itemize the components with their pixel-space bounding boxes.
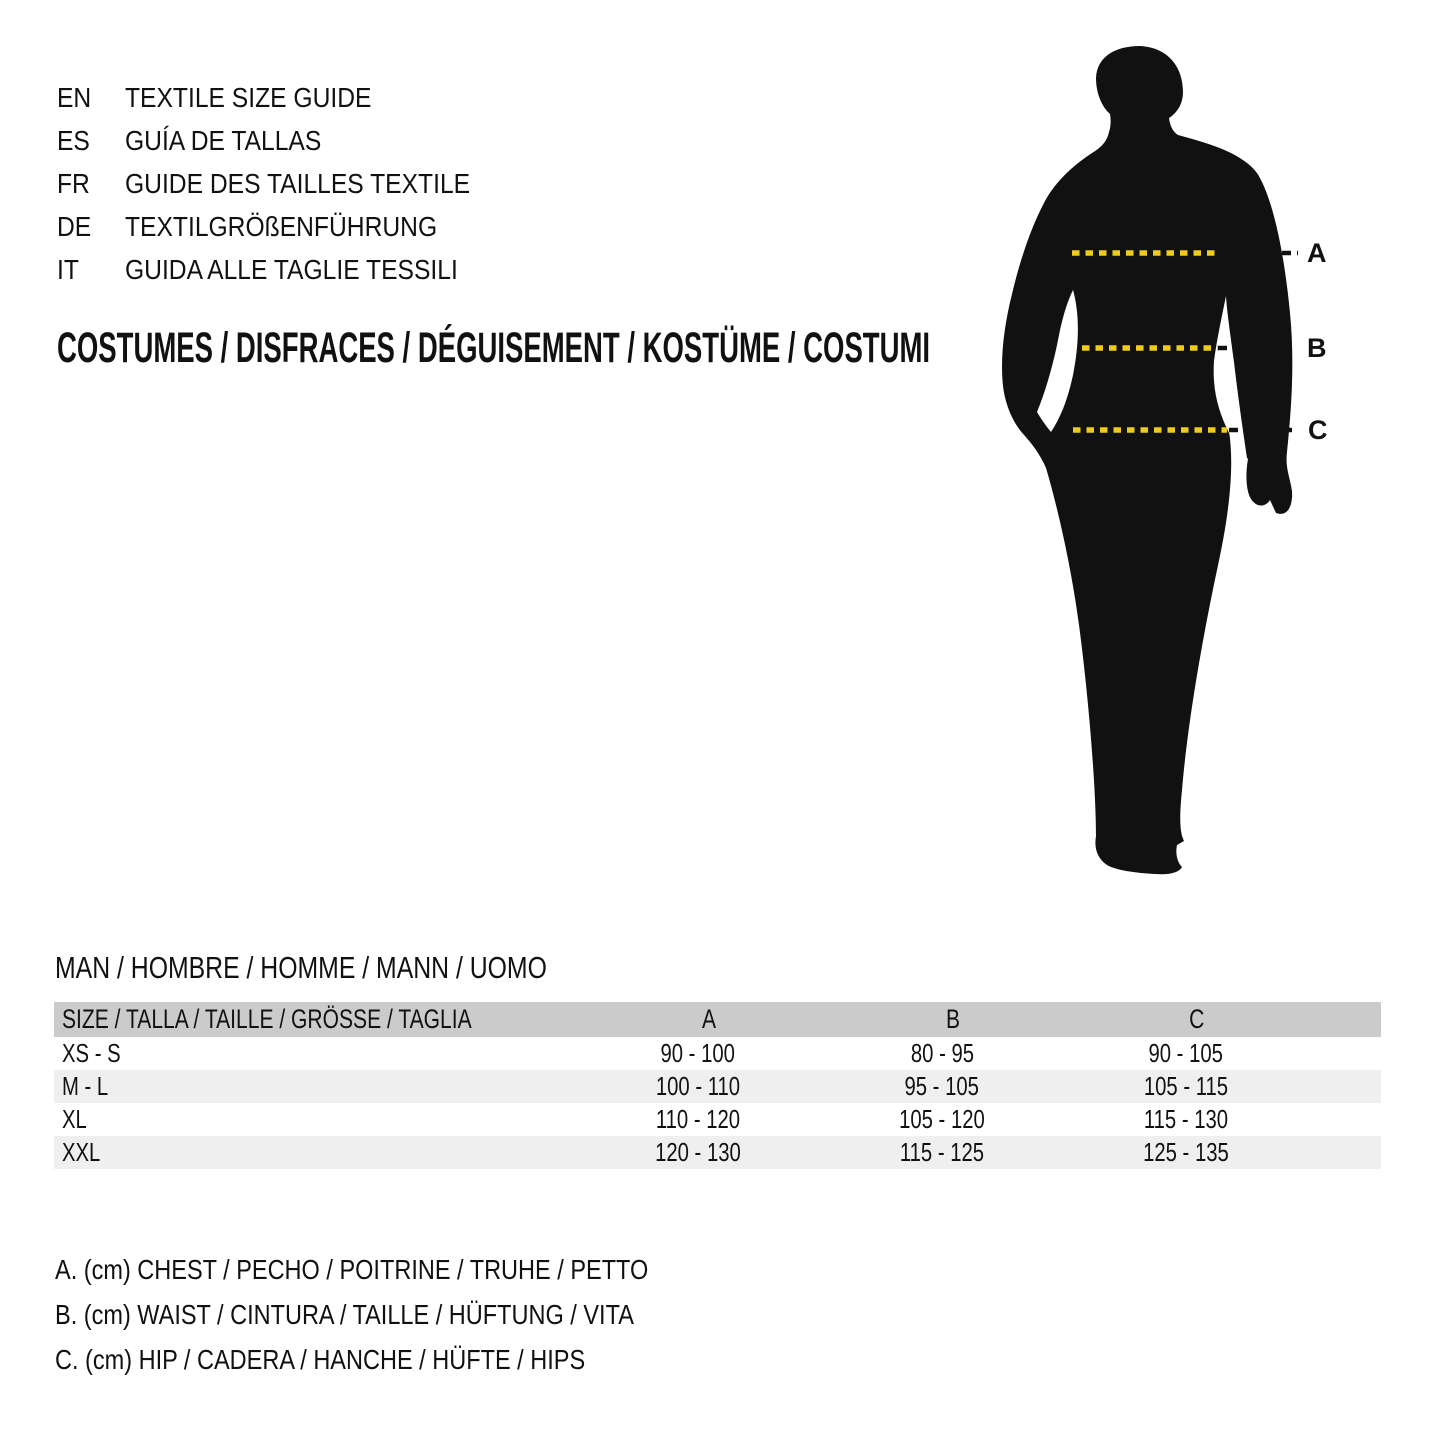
language-row-de: [57, 205, 517, 248]
category-heading: COSTUMES / DISFRACES / DÉGUISEMENT / KOSTÜME / COSTUMI: [57, 324, 931, 372]
cell-c: 125 - 135: [1143, 1137, 1229, 1167]
cell-b: 95 - 105: [904, 1071, 980, 1101]
table-row-xxl: [54, 1136, 1381, 1169]
legend-waist: B. (cm) WAIST / CINTURA / TAILLE / HÜFTUNG / VITA: [55, 1298, 634, 1330]
language-title: TEXTILE SIZE GUIDE: [125, 81, 372, 113]
language-code: EN: [57, 81, 92, 113]
table-row-m-l: [54, 1070, 1381, 1103]
cell-size: XXL: [62, 1137, 101, 1167]
language-list: [57, 76, 517, 291]
legend-hip: C. (cm) HIP / CADERA / HANCHE / HÜFTE / HIPS: [55, 1343, 586, 1375]
legend-chest: A. (cm) CHEST / PECHO / POITRINE / TRUHE / PETTO: [55, 1253, 649, 1285]
cell-size: XL: [62, 1104, 87, 1134]
cell-b: 115 - 125: [899, 1137, 985, 1167]
cell-size: M - L: [62, 1071, 109, 1101]
language-code: ES: [57, 124, 90, 156]
man-silhouette-diagram: [975, 40, 1445, 885]
measure-label-b: B: [1307, 333, 1327, 363]
size-table: [54, 1002, 1381, 1169]
cell-a: 110 - 120: [655, 1104, 741, 1134]
cell-b: 80 - 95: [910, 1038, 974, 1068]
language-row-it: [57, 248, 517, 291]
section-heading-man: MAN / HOMBRE / HOMME / MANN / UOMO: [55, 950, 547, 985]
language-row-en: [57, 76, 517, 119]
table-row-xl: [54, 1103, 1381, 1136]
cell-c: 90 - 105: [1148, 1038, 1224, 1068]
language-code: DE: [57, 210, 92, 242]
language-code: IT: [57, 253, 79, 285]
cell-c: 105 - 115: [1143, 1071, 1229, 1101]
cell-size: XS - S: [62, 1038, 121, 1068]
measurement-legend: [55, 1247, 761, 1382]
table-row-xs-s: [54, 1037, 1381, 1070]
language-title: GUIDE DES TAILLES TEXTILE: [125, 167, 471, 199]
header-col-c: C: [1189, 1004, 1205, 1034]
language-row-fr: [57, 162, 517, 205]
man-silhouette: [1002, 46, 1292, 874]
header-size: SIZE / TALLA / TAILLE / GRÖSSE / TAGLIA: [62, 1004, 472, 1034]
cell-c: 115 - 130: [1143, 1104, 1229, 1134]
measure-label-c: C: [1308, 415, 1328, 445]
language-title: GUIDA ALLE TAGLIE TESSILI: [125, 253, 458, 285]
language-title: GUÍA DE TALLAS: [125, 124, 322, 156]
cell-b: 105 - 120: [899, 1104, 985, 1134]
header-col-a: A: [702, 1004, 717, 1034]
cell-a: 90 - 100: [660, 1038, 736, 1068]
table-header-row: [54, 1002, 1381, 1037]
cell-a: 120 - 130: [655, 1137, 741, 1167]
language-row-es: [57, 119, 517, 162]
header-col-b: B: [946, 1004, 961, 1034]
language-code: FR: [57, 167, 90, 199]
measure-label-a: A: [1307, 238, 1327, 268]
cell-a: 100 - 110: [655, 1071, 741, 1101]
language-title: TEXTILGRÖßENFÜHRUNG: [125, 210, 438, 242]
